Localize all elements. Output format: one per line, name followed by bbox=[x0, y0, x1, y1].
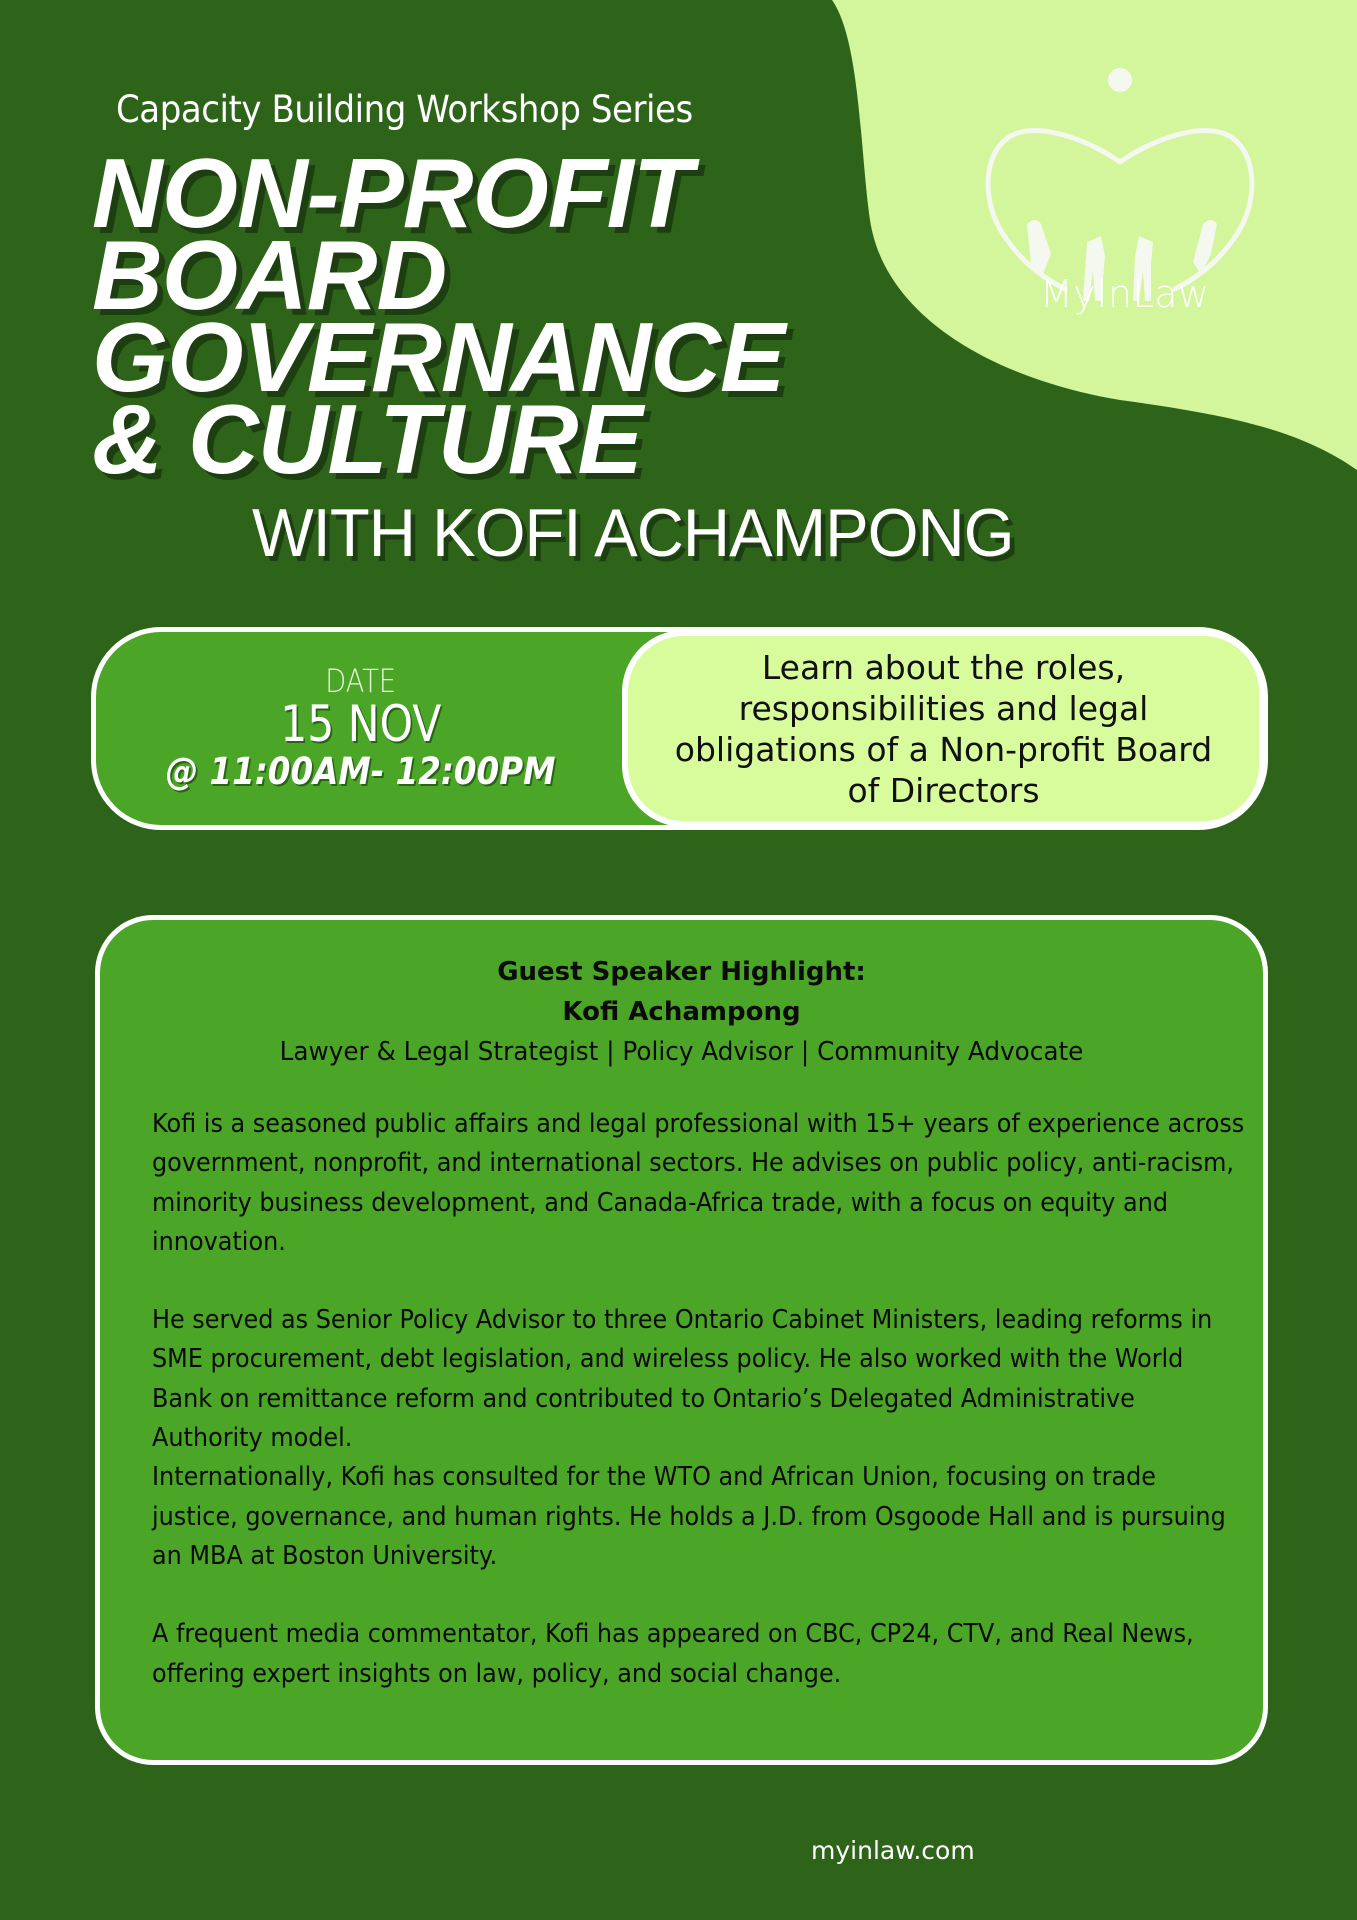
website-link[interactable]: myinlaw.com bbox=[811, 1836, 975, 1865]
speaker-bio bbox=[152, 1105, 1262, 1733]
title-line: GOVERNANCE bbox=[92, 302, 785, 412]
bio-paragraph: A frequent media commentator, Kofi has appeared on CBC, CP24, CTV, and Real News, offering expert insights on law, policy, and social change. bbox=[152, 1619, 1194, 1689]
brand-name: MyInLaw bbox=[1040, 272, 1210, 316]
event-time: @ 11:00AM- 12:00PM bbox=[166, 749, 556, 793]
bio-paragraph: Kofi is a seasoned public affairs and legal professional with 15+ years of experience across government, nonprofit, and international sectors. He advises on public policy, anti-racism, minority business development, and Canada-Africa trade, with a focus on equity and innovation. bbox=[152, 1109, 1245, 1257]
speaker-byline: WITH KOFI ACHAMPONG bbox=[252, 495, 1014, 571]
title-line: & CULTURE bbox=[92, 384, 642, 494]
bio-paragraph: Internationally, Kofi has consulted for the WTO and African Union, focusing on trade justice, governance, and human rights. He holds a J.D. from Osgoode Hall and is pursuing an MBA at Boston University. bbox=[152, 1462, 1226, 1571]
event-date-block bbox=[96, 632, 626, 825]
series-subtitle: Capacity Building Workshop Series bbox=[116, 88, 693, 131]
speaker-roles: Lawyer & Legal Strategist | Policy Advisor | Community Advocate bbox=[279, 1037, 1084, 1067]
date-label: DATE bbox=[325, 661, 397, 700]
speaker-heading: Guest Speaker Highlight: bbox=[497, 957, 866, 987]
page-title bbox=[92, 138, 785, 494]
title-line: BOARD bbox=[92, 220, 447, 330]
event-info-pill bbox=[91, 627, 1268, 830]
event-description: Learn about the roles, responsibilities and legal obligations of a Non-profit Board of Directors bbox=[674, 647, 1213, 810]
bio-paragraph: He served as Senior Policy Advisor to three Ontario Cabinet Ministers, leading reforms in SME procurement, debt legislation, and wireless policy. He also worked with the World Bank on remittance reform and contributed to Ontario’s Delegated Administrative Authority model. bbox=[152, 1305, 1213, 1454]
event-description-panel bbox=[622, 630, 1265, 827]
speaker-name: Kofi Achampong bbox=[562, 997, 801, 1027]
speaker-card bbox=[95, 915, 1268, 1765]
event-date: 15 NOV bbox=[280, 694, 442, 753]
title-line: NON-PROFIT bbox=[92, 138, 692, 248]
speaker-header bbox=[100, 920, 1263, 1072]
